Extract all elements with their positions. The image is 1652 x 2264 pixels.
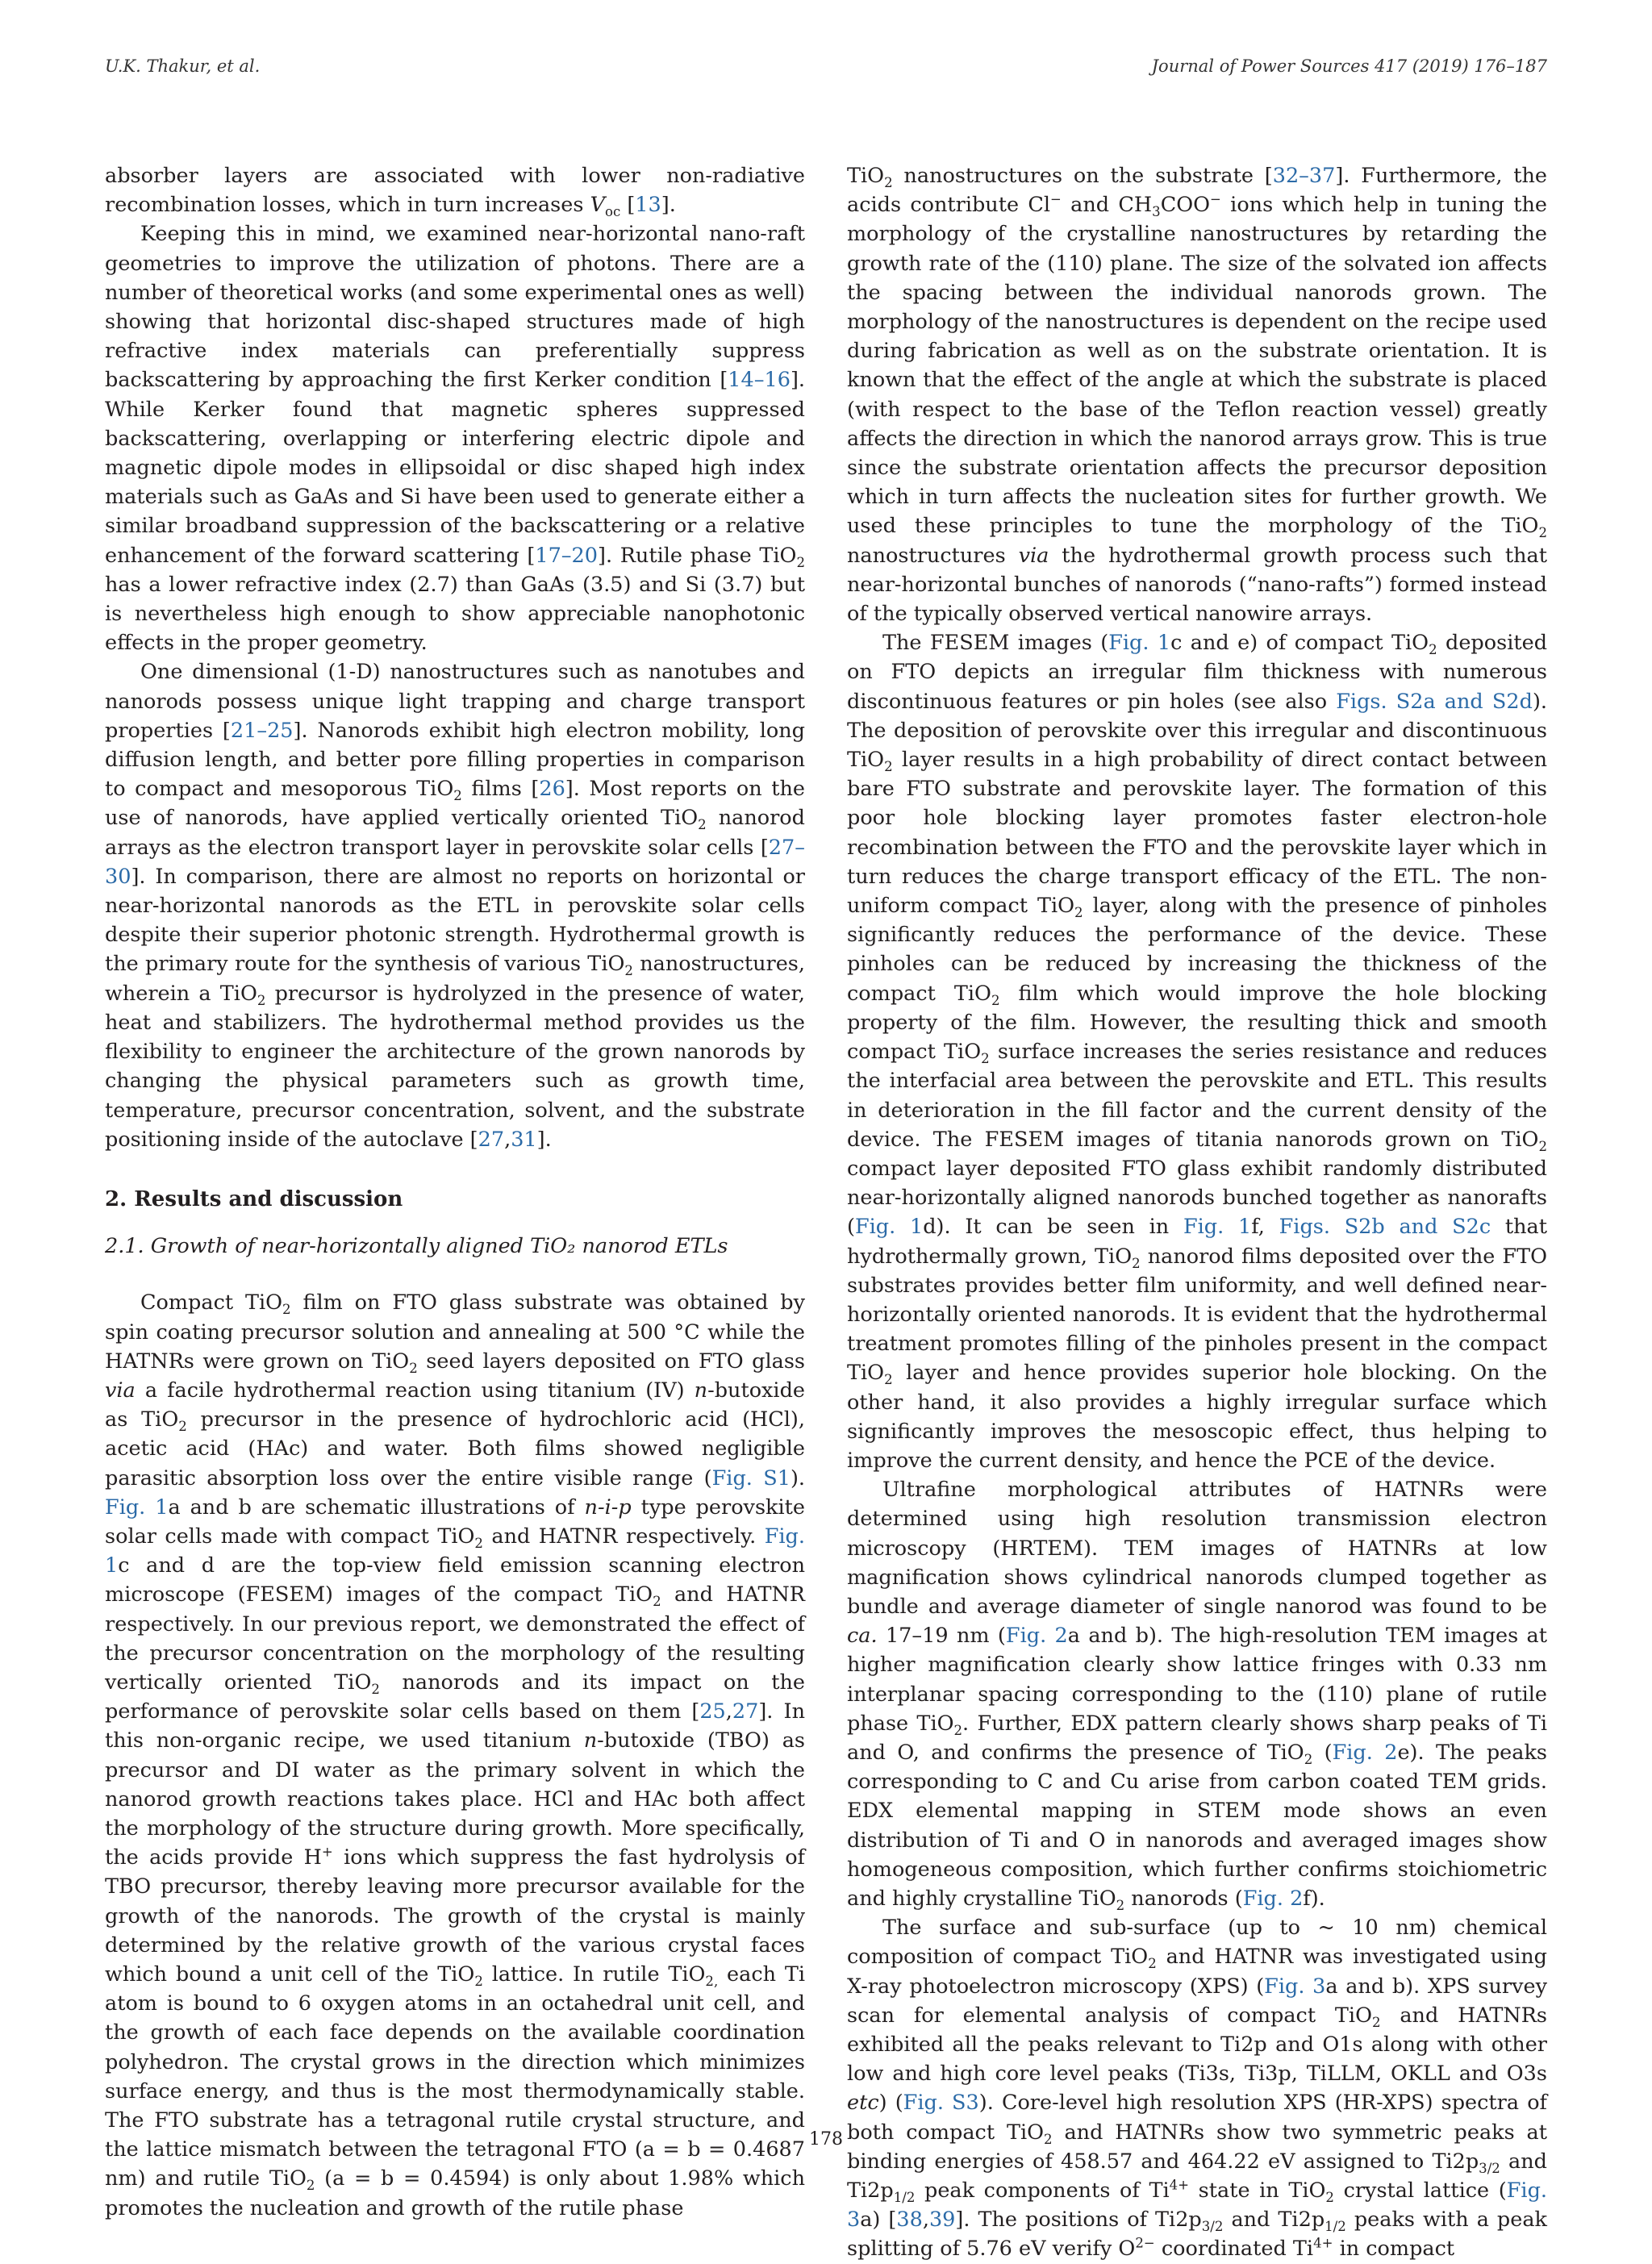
paragraph-nanostructures-substrate: TiO$_2$ nanostructures on the substrate [32–37]. Furthermore, the acids contribute Cl− and $CH_3COO^-$ ions which help in tuning the morphology of the crystalline nanostructures by retarding the growth rate of the (110) plane. The size of the solvated ion affects the spacing between the individual nanorods grown. The morphology of the nanostructures is dependent on the recipe used during fabrication as well as on the substrate orientation. It is known that the effect of the angle at which the substrate is placed (with respect to the base of the Teflon reaction vessel) greatly affects the direction in which the nanorod arrays grow. This is true since the substrate orientation affects the precursor deposition which in turn affects the nucleation sites for further growth. We used these principles to tune the morphology of the TiO$_2$ nanostructures via the hydrothermal growth process such that near-horizontal bunches of nanorods (“nano-rafts”) formed instead of the typically observed vertical nanowire arrays.: [847, 164, 1548, 627]
citation-link[interactable]: 17–20: [535, 543, 598, 568]
figure-link[interactable]: Fig. 1: [105, 1524, 805, 1578]
paragraph-absorber: absorber layers are associated with lower non-radiative recombination losses, which in turn increases $V_{oc}$ [13].: [105, 164, 805, 220]
right-column: [847, 161, 1548, 2262]
page-number: 178: [809, 2129, 843, 2149]
citation-link[interactable]: 13: [635, 193, 661, 218]
section-heading: 2. Results and discussion: [105, 1186, 403, 1211]
citation-link[interactable]: 39: [928, 2208, 956, 2233]
citation-link[interactable]: 27–30: [105, 835, 805, 889]
figure-link[interactable]: Fig. 2: [1332, 1740, 1398, 1765]
citation-link[interactable]: 38: [896, 2208, 923, 2233]
paragraph-xps: The surface and sub-surface (up to ~ 10 nm) chemical composition of compact TiO$_2$ and HATNR was investigated using X-ray photoelectron microscopy (XPS) (Fig. 3a and b). XPS survey scan for elemental analysis of compact TiO$_2$ and HATNRs exhibited all the peaks relevant to Ti2p and O1s along with other low and high core level peaks (Ti3s, Ti3p, TiLLM, OKLL and O3s etc) (Fig. S3). Core-level high resolution XPS (HR-XPS) spectra of both compact TiO$_2$ and HATNRs show two symmetric peaks at binding energies of 458.57 and 464.22 eV assigned to $Ti2p_{3/2}$ and $Ti2p_{1/2}$ peak components of $Ti^{4+}$ state in TiO$_2$ crystal lattice (Fig. 3a) [38,39]. The positions of $Ti2p_{3/2}$ and $Ti2p_{1/2}$ peaks with a peak splitting of 5.76 eV verify $O^{2-}$ coordinated $Ti^{4+}$ in compact: [847, 1916, 1548, 2262]
figure-link[interactable]: Fig. 3: [1264, 1974, 1326, 1999]
figure-link[interactable]: Fig. 1: [1183, 1215, 1252, 1240]
left-column: [105, 161, 806, 2220]
citation-link[interactable]: 25: [699, 1699, 726, 1724]
figure-link[interactable]: Fig. 1: [854, 1215, 924, 1240]
figure-link[interactable]: Fig. 2: [1242, 1886, 1304, 1911]
paragraph-nanoraft: Keeping this in mind, we examined near-horizontal nano-raft geometries to improve the utilization of photons. There are a number of theoretical works (and some experimental ones as well) showing that horizontal disc-shaped structures made of high refractive index materials can preferentially suppress backscattering by approaching the first Kerker condition [14–16]. While Kerker found that magnetic spheres suppressed backscattering, overlapping or interfering electric dipole and magnetic dipole modes in ellipsoidal or disc shaped high index materials such as GaAs and Si have been used to generate either a similar broadband suppression of the backscattering or a relative enhancement of the forward scattering [17–20]. Rutile phase TiO$_2$ has a lower refractive index (2.7) than GaAs (3.5) and Si (3.7) but is nevertheless high enough to show appreciable nanophotonic effects in the proper geometry.: [105, 222, 805, 656]
paragraph-compact-film: Compact TiO$_2$ film on FTO glass substrate was obtained by spin coating precursor solution and annealing at 500 °C while the HATNRs were grown on TiO$_2$ seed layers deposited on FTO glass via a facile hydrothermal reaction using titanium (IV) n-butoxide as TiO$_2$ precursor in the presence of hydrochloric acid (HCl), acetic acid (HAc) and water. Both films showed negligible parasitic absorption loss over the entire visible range (Fig. S1). Fig. 1a and b are schematic illustrations of n-i-p type perovskite solar cells made with compact TiO$_2$ and HATNR respectively. Fig. 1c and d are the top-view field emission scanning electron microscope (FESEM) images of the compact TiO$_2$ and HATNR respectively. In our previous report, we demonstrated the effect of the precursor concentration on the morphology of the resulting vertically oriented TiO$_2$ nanorods and its impact on the performance of perovskite solar cells based on them [25,27]. In this non-organic recipe, we used titanium n-butoxide (TBO) as precursor and DI water as the primary solvent in which the nanorod growth reactions takes place. HCl and HAc both affect the morphology of the structure during growth. More specifically, the acids provide H+ ions which suppress the fast hydrolysis of TBO precursor, thereby leaving more precursor available for the growth of the nanorods. The growth of the crystal is mainly determined by the relative growth of the various crystal faces which bound a unit cell of the TiO$_2$ lattice. In rutile TiO$_{2,}$ each Ti atom is bound to 6 oxygen atoms in an octahedral unit cell, and the growth of each face depends on the available coordination polyhedron. The crystal grows in the direction which minimizes surface energy, and thus is the most thermodynamically stable. The FTO substrate has a tetragonal rutile crystal structure, and the lattice mismatch between the tetragonal FTO (a = b = 0.4687 nm) and rutile TiO$_2$ (a = b = 0.4594) is only about 1.98% which promotes the nucleation and growth of the rutile phase: [105, 1290, 806, 2220]
citation-link[interactable]: 26: [539, 777, 565, 802]
paragraph-fesem: The FESEM images (Fig. 1c and e) of compact TiO$_2$ deposited on FTO depicts an irregular film thickness with numerous discontinuous features or pin holes (see also Figs. S2a and S2d). The deposition of perovskite over this irregular and discontinuous TiO$_2$ layer results in a high probability of direct contact between bare FTO substrate and perovskite layer. The formation of this poor hole blocking layer promotes faster electron-hole recombination between the FTO and the perovskite layer which in turn reduces the charge transport efficacy of the ETL. The non-uniform compact TiO$_2$ layer, along with the presence of pinholes significantly reduces the performance of the device. These pinholes can be reduced by increasing the thickness of the compact TiO$_2$ film which would improve the hole blocking property of the film. However, the resulting thick and smooth compact TiO$_2$ surface increases the series resistance and reduces the interfacial area between the perovskite and ETL. This results in deterioration in the fill factor and the current density of the device. The FESEM images of titania nanorods grown on TiO$_2$ compact layer deposited FTO glass exhibit randomly distributed near-horizontally aligned nanorods bunched together as nanorafts (Fig. 1d). It can be seen in Fig. 1f, Figs. S2b and S2c that hydrothermally grown, TiO$_2$ nanorod films deposited over the FTO substrates provides better film uniformity, and well defined near-horizontally oriented nanorods. It is evident that the hydrothermal treatment promotes filling of the pinholes present in the compact TiO$_2$ layer and hence provides superior hole blocking. On the other hand, it also provides a highly irregular surface which significantly improves the mesoscopic effect, thus helping to improve the current density, and hence the PCE of the device.: [847, 631, 1548, 1473]
paragraph-one-dimensional: One dimensional (1-D) nanostructures such as nanotubes and nanorods possess unique light trapping and charge transport properties [21–25]. Nanorods exhibit high electron mobility, long diffusion length, and better pore filling properties in comparison to compact and mesoporous TiO$_2$ films [26]. Most reports on the use of nanorods, have applied vertically oriented TiO$_2$ nanorod arrays as the electron transport layer in perovskite solar cells [27–30]. In comparison, there are almost no reports on horizontal or near-horizontal nanorods as the ETL in perovskite solar cells despite their superior photonic strength. Hydrothermal growth is the primary route for the synthesis of various TiO$_2$ nanostructures, wherein a TiO$_2$ precursor is hydrolyzed in the presence of water, heat and stabilizers. The hydrothermal method provides us the flexibility to engineer the architecture of the grown nanorods by changing the physical parameters such as growth time, temperature, precursor concentration, solvent, and the substrate positioning inside of the autoclave [27,31].: [105, 660, 805, 1152]
figure-link[interactable]: Figs. S2a and S2d: [1336, 689, 1533, 714]
paragraph-hrtem: Ultrafine morphological attributes of HATNRs were determined using high resolution transmission electron microscopy (HRTEM). TEM images of HATNRs at low magnification shows cylindrical nanorods clumped together as bundle and average diameter of single nanorod was found to be ca. 17–19 nm (Fig. 2a and b). The high-resolution TEM images at higher magnification clearly show lattice fringes with 0.33 nm interplanar spacing corresponding to the (110) plane of rutile phase TiO$_2$. Further, EDX pattern clearly shows sharp peaks of Ti and O, and confirms the presence of TiO$_2$ (Fig. 2e). The peaks corresponding to C and Cu arise from carbon coated TEM grids. EDX elemental mapping in STEM mode shows an even distribution of Ti and O in nanorods and averaged images show homogeneous composition, which further confirms stoichiometric and highly crystalline TiO$_2$ nanorods (Fig. 2f).: [847, 1478, 1548, 1914]
citation-link[interactable]: 27: [478, 1127, 505, 1152]
subsection-heading: 2.1. Growth of near-horizontally aligned TiO₂ nanorod ETLs: [105, 1234, 728, 1259]
figure-link[interactable]: Fig. 2: [1005, 1624, 1068, 1649]
figure-link[interactable]: Fig. 1: [1108, 631, 1171, 656]
citation-link[interactable]: 14–16: [728, 368, 791, 393]
figure-link[interactable]: Fig. 1: [105, 1495, 169, 1520]
header-journal: Journal of Power Sources 417 (2019) 176–187: [1151, 56, 1547, 76]
citation-link[interactable]: 27: [732, 1699, 759, 1724]
figure-link[interactable]: Fig. S1: [711, 1466, 791, 1491]
figure-link[interactable]: Fig. S3: [903, 2091, 979, 2116]
figure-link[interactable]: Fig. 3: [847, 2179, 1547, 2233]
citation-link[interactable]: 32–37: [1272, 164, 1336, 188]
citation-link[interactable]: 31: [511, 1127, 537, 1152]
running-head: [105, 56, 1547, 76]
header-authors: U.K. Thakur, et al.: [105, 56, 261, 76]
citation-link[interactable]: 21–25: [230, 718, 294, 743]
figure-link[interactable]: Figs. S2b and S2c: [1279, 1215, 1491, 1240]
